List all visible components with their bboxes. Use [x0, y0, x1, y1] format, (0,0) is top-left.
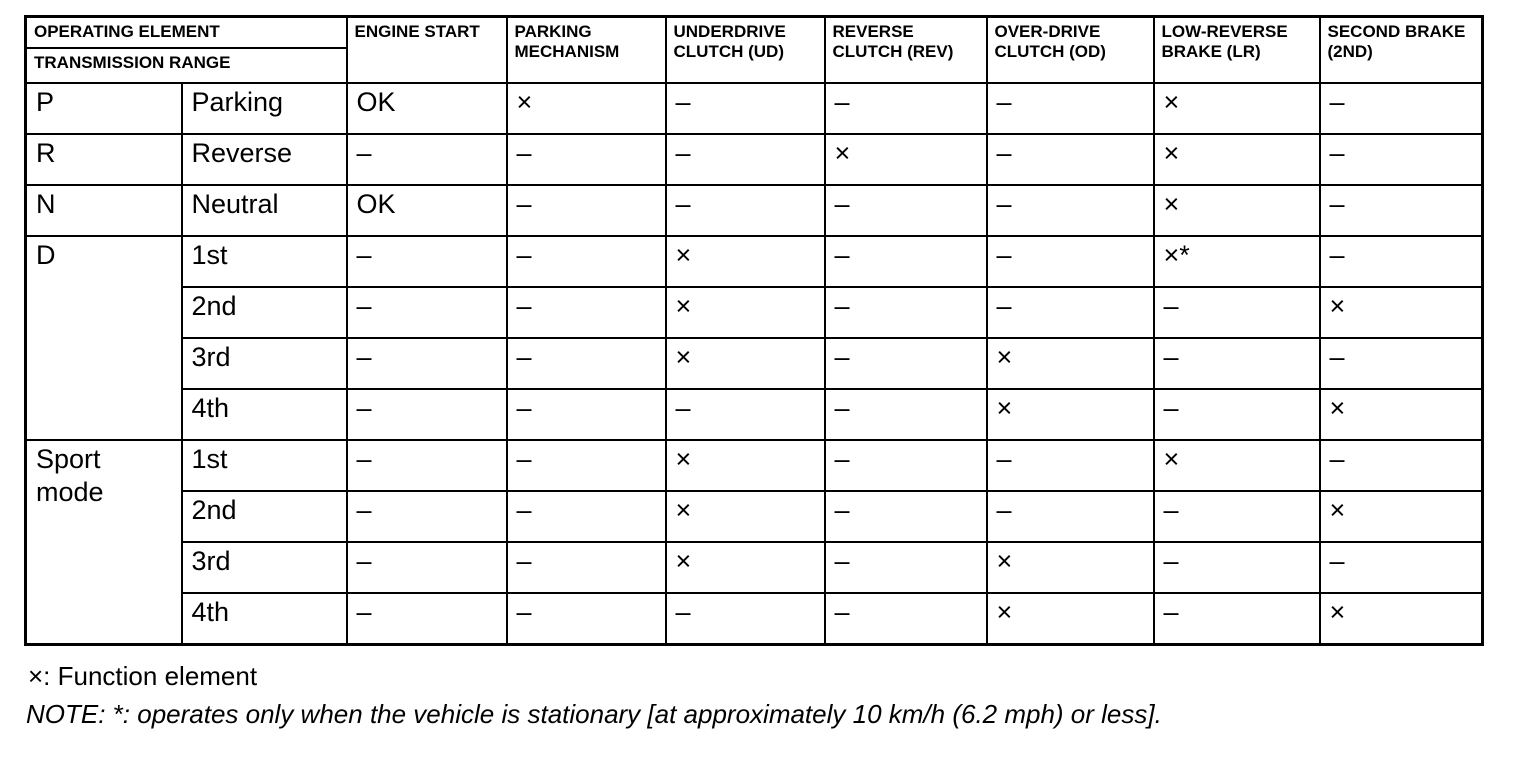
value-cell: × [1154, 440, 1320, 491]
value-cell: – [987, 440, 1154, 491]
value-cell: × [1154, 83, 1320, 134]
value-cell: – [987, 83, 1154, 134]
value-cell: – [347, 593, 507, 645]
header-parking-mechanism: PARKING MECHANISM [507, 17, 666, 83]
value-cell: – [825, 491, 987, 542]
range-cell: R [26, 134, 182, 185]
header-transmission-range: TRANSMISSION RANGE [26, 48, 347, 83]
value-cell: – [507, 236, 666, 287]
gear-label-cell: Reverse [182, 134, 347, 185]
table-body [26, 83, 1483, 645]
value-cell: – [825, 338, 987, 389]
value-cell: × [507, 83, 666, 134]
value-cell: – [825, 287, 987, 338]
value-cell: – [1320, 185, 1483, 236]
value-cell: – [347, 389, 507, 440]
value-cell: × [666, 287, 825, 338]
value-cell: OK [347, 185, 507, 236]
value-cell: – [1320, 440, 1483, 491]
value-cell: – [825, 236, 987, 287]
value-cell: × [1320, 389, 1483, 440]
value-cell: – [507, 440, 666, 491]
value-cell: × [1320, 287, 1483, 338]
gear-label-cell: 3rd [182, 542, 347, 593]
value-cell: × [987, 389, 1154, 440]
value-cell: – [1154, 338, 1320, 389]
value-cell: – [1320, 236, 1483, 287]
value-cell: – [825, 185, 987, 236]
value-cell: – [1154, 593, 1320, 645]
header-operating-element: OPERATING ELEMENT [26, 17, 347, 48]
value-cell: – [1320, 542, 1483, 593]
value-cell: – [507, 542, 666, 593]
table-row [26, 134, 1483, 185]
value-cell: – [347, 338, 507, 389]
value-cell: – [825, 389, 987, 440]
value-cell: – [347, 287, 507, 338]
value-cell: – [666, 134, 825, 185]
table-row [26, 83, 1483, 134]
value-cell: – [1154, 491, 1320, 542]
value-cell: × [987, 338, 1154, 389]
range-cell: P [26, 83, 182, 134]
value-cell: × [666, 338, 825, 389]
value-cell: × [1154, 134, 1320, 185]
gear-label-cell: 4th [182, 593, 347, 645]
header-row-top [26, 17, 1483, 48]
table-row [26, 287, 1483, 338]
value-cell: – [825, 542, 987, 593]
value-cell: × [987, 542, 1154, 593]
value-cell: OK [347, 83, 507, 134]
gear-label-cell: Neutral [182, 185, 347, 236]
header-engine-start: ENGINE START [347, 17, 507, 83]
value-cell: – [507, 338, 666, 389]
value-cell: – [1154, 389, 1320, 440]
value-cell: – [987, 236, 1154, 287]
gear-label-cell: 1st [182, 440, 347, 491]
value-cell: – [347, 236, 507, 287]
header-underdrive-clutch: UNDERDRIVE CLUTCH (UD) [666, 17, 825, 83]
value-cell: × [1154, 185, 1320, 236]
value-cell: – [1154, 542, 1320, 593]
value-cell: × [666, 236, 825, 287]
table-row [26, 593, 1483, 645]
table-row [26, 542, 1483, 593]
value-cell: – [347, 134, 507, 185]
value-cell: – [1320, 134, 1483, 185]
value-cell: × [987, 593, 1154, 645]
value-cell: – [347, 542, 507, 593]
legend-function-element: ×: Function element [28, 661, 258, 691]
value-cell: – [347, 491, 507, 542]
value-cell: × [666, 440, 825, 491]
value-cell: × [1320, 593, 1483, 645]
header-low-reverse-brake: LOW-REVERSE BRAKE (LR) [1154, 17, 1320, 83]
value-cell: – [507, 185, 666, 236]
gear-label-cell: 2nd [182, 287, 347, 338]
note-stationary-operation: NOTE: *: operates only when the vehicle is stationary [at approximately 10 km/h (6.2 mph) or less]. [26, 699, 1162, 729]
value-cell: × [666, 491, 825, 542]
gear-label-cell: Parking [182, 83, 347, 134]
value-cell: – [825, 440, 987, 491]
value-cell: – [666, 83, 825, 134]
header-reverse-clutch: REVERSE CLUTCH (REV) [825, 17, 987, 83]
gear-label-cell: 3rd [182, 338, 347, 389]
value-cell: ×* [1154, 236, 1320, 287]
value-cell: – [507, 287, 666, 338]
value-cell: × [825, 134, 987, 185]
table-row [26, 185, 1483, 236]
value-cell: – [507, 491, 666, 542]
value-cell: – [666, 593, 825, 645]
header-overdrive-clutch: OVER-DRIVE CLUTCH (OD) [987, 17, 1154, 83]
table-row [26, 338, 1483, 389]
gear-label-cell: 4th [182, 389, 347, 440]
range-cell: Sport mode [26, 440, 182, 645]
header-second-brake: SECOND BRAKE (2ND) [1320, 17, 1483, 83]
value-cell: – [507, 389, 666, 440]
value-cell: – [987, 134, 1154, 185]
value-cell: – [825, 83, 987, 134]
gear-label-cell: 2nd [182, 491, 347, 542]
table-row [26, 440, 1483, 491]
value-cell: – [1320, 83, 1483, 134]
value-cell: – [987, 185, 1154, 236]
gear-label-cell: 1st [182, 236, 347, 287]
value-cell: – [507, 593, 666, 645]
value-cell: – [1154, 287, 1320, 338]
range-cell: N [26, 185, 182, 236]
value-cell: – [666, 185, 825, 236]
value-cell: – [1320, 338, 1483, 389]
value-cell: – [825, 593, 987, 645]
transmission-function-table [24, 15, 1484, 646]
table-row [26, 236, 1483, 287]
value-cell: – [987, 491, 1154, 542]
value-cell: – [987, 287, 1154, 338]
value-cell: – [347, 440, 507, 491]
value-cell: – [507, 134, 666, 185]
table-row [26, 491, 1483, 542]
value-cell: × [1320, 491, 1483, 542]
range-cell: D [26, 236, 182, 440]
value-cell: × [666, 542, 825, 593]
table-row [26, 389, 1483, 440]
value-cell: – [666, 389, 825, 440]
